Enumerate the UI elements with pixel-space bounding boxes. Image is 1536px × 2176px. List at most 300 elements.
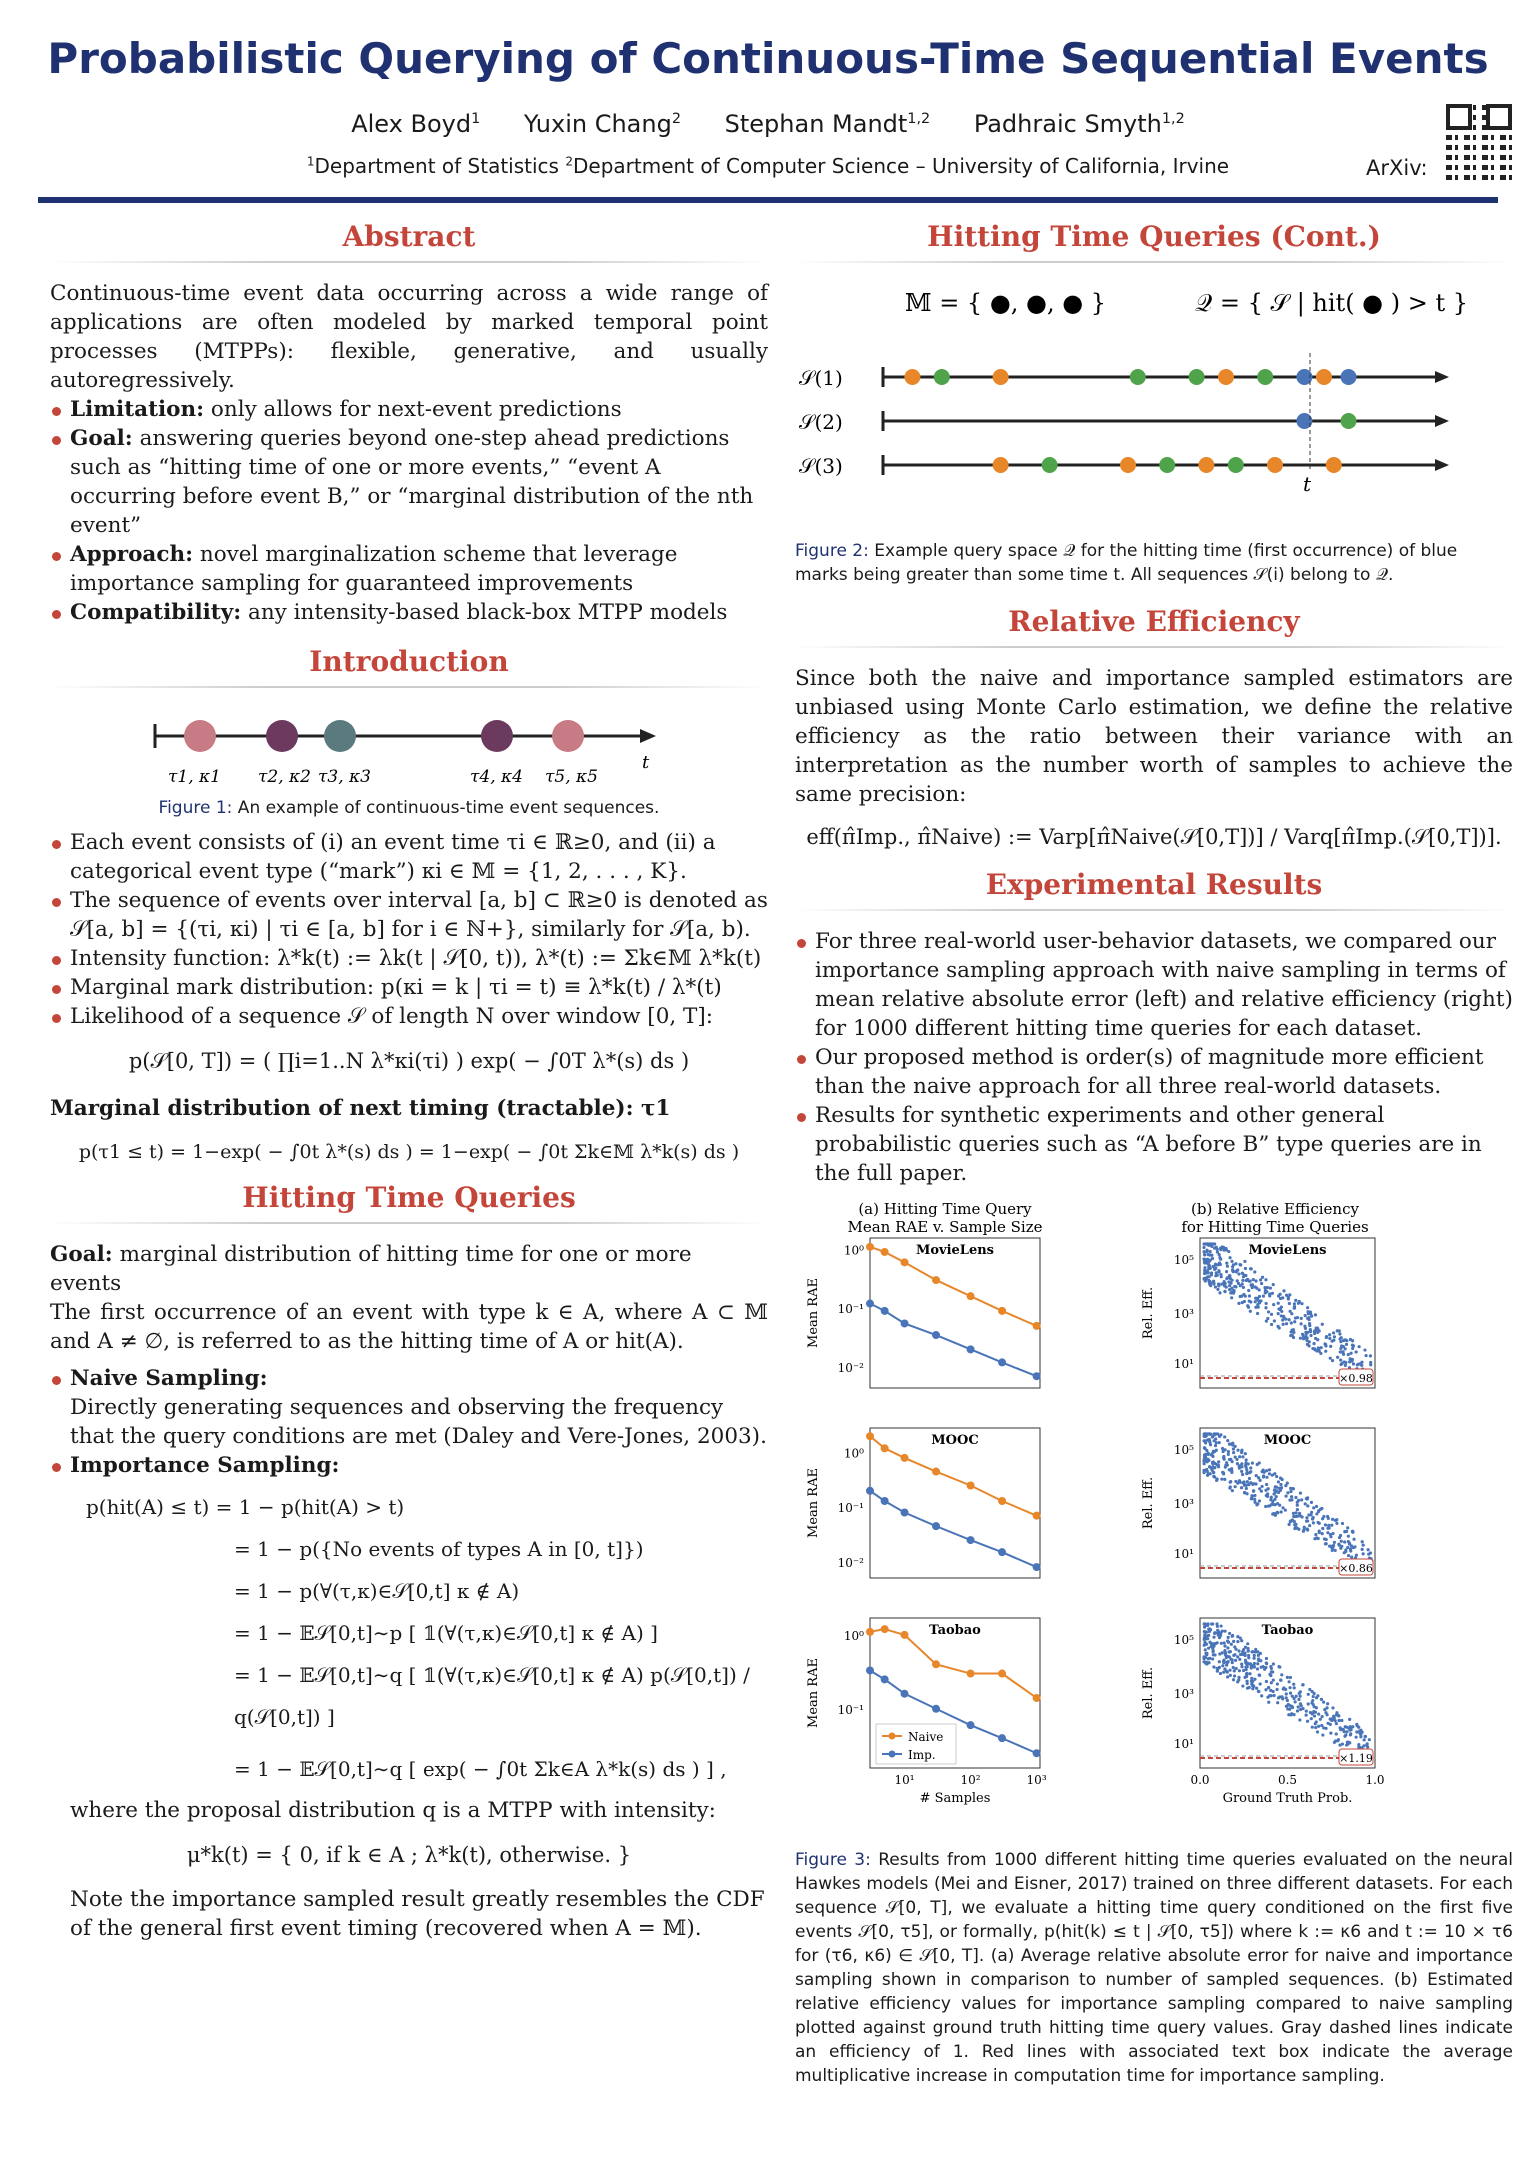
data-point <box>881 1444 889 1452</box>
data-point <box>998 1497 1006 1505</box>
scatter-point <box>1341 1522 1344 1525</box>
scatter-point <box>1252 1482 1255 1485</box>
scatter-point <box>1286 1676 1289 1679</box>
scatter-point <box>1251 1283 1254 1286</box>
scatter-point <box>1265 1302 1268 1305</box>
scatter-point <box>1305 1714 1308 1717</box>
panel-title: MovieLens <box>1248 1243 1327 1258</box>
scatter-point <box>1212 1653 1215 1656</box>
scatter-point <box>1228 1468 1231 1471</box>
experimental-results-section <box>795 868 1513 2088</box>
scatter-point <box>1300 1317 1303 1320</box>
scatter-point <box>1324 1523 1327 1526</box>
scatter-point <box>1203 1266 1206 1269</box>
relative-efficiency-heading: Relative Efficiency <box>795 605 1513 648</box>
scatter-point <box>1306 1306 1309 1309</box>
scatter-point <box>1245 1279 1248 1282</box>
scatter-point <box>1245 1468 1248 1471</box>
scatter-point <box>1363 1738 1366 1741</box>
abstract-list <box>50 395 768 627</box>
tick-label: 10⁻¹ <box>837 1302 864 1317</box>
scatter-point <box>1351 1339 1354 1342</box>
scatter-point <box>1212 1636 1215 1639</box>
scatter-point <box>1325 1538 1328 1541</box>
scatter-point <box>1332 1717 1335 1720</box>
scatter-point <box>1317 1348 1320 1351</box>
scatter-point <box>1227 1450 1230 1453</box>
scatter-point <box>1314 1726 1317 1729</box>
event-marker <box>1189 369 1205 385</box>
list-item: Approach: novel marginalization scheme that leverage importance sampling for guaranteed improvements <box>50 540 768 598</box>
scatter-point <box>1308 1324 1311 1327</box>
tick-label: 10⁰ <box>843 1243 864 1258</box>
scatter-point <box>1234 1445 1237 1448</box>
results-list <box>795 927 1513 1188</box>
scatter-point <box>1236 1680 1239 1683</box>
qr-code-icon[interactable] <box>1446 104 1512 180</box>
scatter-point <box>1308 1524 1311 1527</box>
scatter-point <box>1218 1270 1221 1273</box>
data-point <box>1033 1372 1041 1380</box>
scatter-point <box>1202 1250 1205 1253</box>
scatter-point <box>1213 1434 1216 1437</box>
scatter-point <box>1266 1696 1269 1699</box>
left-column <box>50 220 768 1961</box>
scatter-point <box>1232 1678 1235 1681</box>
scatter-point <box>1280 1310 1283 1313</box>
scatter-point <box>1350 1359 1353 1362</box>
scatter-point <box>1249 1280 1252 1283</box>
tick-label: 10⁻¹ <box>837 1702 864 1717</box>
scatter-point <box>1203 1253 1206 1256</box>
data-point <box>866 1487 874 1495</box>
scatter-point <box>1240 1451 1243 1454</box>
scatter-point <box>1366 1742 1369 1745</box>
scatter-point <box>1312 1506 1315 1509</box>
y-axis-label: Mean RAE <box>806 1278 821 1348</box>
scatter-point <box>1205 1449 1208 1452</box>
list-item: For three real-world user-behavior datasets, we compared our importance sampling approach with naive sampling in terms of mean relative absolute error (left) and relative efficiency (right) for 1000 different hitting time queries for each dataset. <box>795 927 1513 1043</box>
scatter-point <box>1214 1263 1217 1266</box>
arxiv-label: ArXiv: <box>1366 156 1428 180</box>
naive-description: Directly generating sequences and observing the frequency that the query conditions are met (Daley and Vere-Jones, 2003). <box>70 1395 767 1449</box>
scatter-point <box>1326 1702 1329 1705</box>
tick-label: 10³ <box>1173 1687 1194 1701</box>
scatter-point <box>1342 1339 1345 1342</box>
scatter-point <box>1333 1335 1336 1338</box>
data-point <box>1033 1749 1041 1757</box>
scatter-point <box>1271 1670 1274 1673</box>
scatter-point <box>1261 1665 1264 1668</box>
scatter-point <box>1285 1692 1288 1695</box>
scatter-point <box>1243 1676 1246 1679</box>
scatter-point <box>1311 1690 1314 1693</box>
scatter-point <box>1285 1322 1288 1325</box>
scatter-point <box>1229 1674 1232 1677</box>
event-marker <box>934 369 950 385</box>
scatter-point <box>1207 1661 1210 1664</box>
tick-label: 10⁵ <box>1173 1443 1194 1457</box>
scatter-point <box>1294 1523 1297 1526</box>
likelihood-equation: p(𝒮[0, T]) = ( ∏i=1..N λ*κi(τi) ) exp( − ∫0T λ*(s) ds ) <box>128 1049 690 1073</box>
scatter-point <box>1307 1702 1310 1705</box>
scatter-point <box>1314 1533 1317 1536</box>
event-marker <box>1341 369 1357 385</box>
scatter-point <box>1359 1729 1362 1732</box>
scatter-point <box>1328 1333 1331 1336</box>
scatter-point <box>1343 1735 1346 1738</box>
scatter-point <box>1218 1253 1221 1256</box>
scatter-point <box>1209 1267 1212 1270</box>
scatter-point <box>1279 1679 1282 1682</box>
scatter-point <box>1215 1271 1218 1274</box>
scatter-point <box>1355 1723 1358 1726</box>
scatter-point <box>1325 1542 1328 1545</box>
scatter-point <box>1234 1485 1237 1488</box>
scatter-point <box>1276 1511 1279 1514</box>
scatter-point <box>1264 1505 1267 1508</box>
scatter-point <box>1362 1543 1365 1546</box>
scatter-point <box>1203 1446 1206 1449</box>
legend-swatch-dot <box>889 1751 896 1758</box>
scatter-point <box>1340 1545 1343 1548</box>
data-point <box>866 1432 874 1440</box>
scatter-point <box>1265 1476 1268 1479</box>
scatter-point <box>1272 1303 1275 1306</box>
scatter-point <box>1210 1273 1213 1276</box>
scatter-point <box>1259 1682 1262 1685</box>
scatter-point <box>1290 1321 1293 1324</box>
scatter-point <box>1218 1441 1221 1444</box>
scatter-point <box>1255 1687 1258 1690</box>
sequence-arrow-icon <box>1435 459 1449 471</box>
scatter-point <box>1280 1673 1283 1676</box>
timeline-arrow-icon <box>640 729 656 743</box>
scatter-point <box>1290 1312 1293 1315</box>
scatter-point <box>1226 1439 1229 1442</box>
scatter-point <box>1331 1340 1334 1343</box>
scatter-point <box>1216 1625 1219 1628</box>
scatter-point <box>1259 1278 1262 1281</box>
scatter-point <box>1294 1299 1297 1302</box>
scatter-point <box>1242 1275 1245 1278</box>
data-point <box>932 1468 940 1476</box>
event-label: τ5, κ5 <box>545 767 598 787</box>
scatter-point <box>1369 1363 1372 1366</box>
scatter-point <box>1233 1285 1236 1288</box>
scatter-point <box>1208 1254 1211 1257</box>
data-point <box>932 1522 940 1530</box>
scatter-point <box>1319 1718 1322 1721</box>
scatter-point <box>1207 1627 1210 1630</box>
scatter-point <box>1223 1435 1226 1438</box>
scatter-point <box>1246 1687 1249 1690</box>
scatter-point <box>1221 1471 1224 1474</box>
scatter-point <box>1272 1283 1275 1286</box>
scatter-point <box>1298 1300 1301 1303</box>
scatter-point <box>1327 1524 1330 1527</box>
scatter-point <box>1281 1318 1284 1321</box>
scatter-point <box>1289 1487 1292 1490</box>
scatter-point <box>1277 1696 1280 1699</box>
data-point <box>881 1625 889 1633</box>
scatter-point <box>1338 1332 1341 1335</box>
scatter-point <box>1310 1701 1313 1704</box>
scatter-point <box>1293 1527 1296 1530</box>
results-figure <box>795 1198 1513 1848</box>
scatter-point <box>1337 1719 1340 1722</box>
event-marker <box>993 457 1009 473</box>
scatter-point <box>1288 1704 1291 1707</box>
scatter-point <box>1336 1356 1339 1359</box>
scatter-point <box>1282 1323 1285 1326</box>
scatter-point <box>1277 1307 1280 1310</box>
scatter-point <box>1246 1480 1249 1483</box>
author-list <box>0 110 1536 138</box>
event-label: τ1, κ1 <box>168 767 221 787</box>
scatter-point <box>1361 1540 1364 1543</box>
scatter-point <box>1212 1475 1215 1478</box>
data-point <box>901 1258 909 1266</box>
scatter-point <box>1277 1665 1280 1668</box>
scatter-point <box>1222 1661 1225 1664</box>
scatter-point <box>1233 1669 1236 1672</box>
scatter-point <box>1210 1642 1213 1645</box>
scatter-point <box>1285 1294 1288 1297</box>
panel-title: MovieLens <box>915 1243 995 1258</box>
scatter-point <box>1351 1530 1354 1533</box>
tick-label: 10⁵ <box>1173 1253 1194 1267</box>
scatter-point <box>1253 1498 1256 1501</box>
scatter-point <box>1315 1505 1318 1508</box>
scatter-point <box>1331 1706 1334 1709</box>
sequence-label: 𝒮(1) <box>799 366 843 390</box>
scatter-point <box>1244 1464 1247 1467</box>
panel-title: MOOC <box>1263 1433 1312 1448</box>
scatter-point <box>1260 1490 1263 1493</box>
scatter-point <box>1241 1653 1244 1656</box>
scatter-point <box>1223 1649 1226 1652</box>
scatter-point <box>1220 1275 1223 1278</box>
scatter-point <box>1248 1672 1251 1675</box>
chart-a-frame <box>870 1428 1040 1578</box>
scatter-point <box>1265 1657 1268 1660</box>
scatter-point <box>1245 1673 1248 1676</box>
scatter-point <box>1207 1263 1210 1266</box>
list-item: Results for synthetic experiments and other general probabilistic queries such as “A before B” type queries are in the full paper. <box>795 1101 1513 1188</box>
scatter-point <box>1343 1530 1346 1533</box>
scatter-point <box>1263 1668 1266 1671</box>
scatter-point <box>1268 1294 1271 1297</box>
scatter-point <box>1358 1731 1361 1734</box>
scatter-point <box>1233 1674 1236 1677</box>
scatter-point <box>1277 1480 1280 1483</box>
scatter-point <box>1218 1256 1221 1259</box>
scatter-point <box>1317 1537 1320 1540</box>
scatter-point <box>1240 1639 1243 1642</box>
scatter-point <box>1241 1301 1244 1304</box>
data-point <box>998 1358 1006 1366</box>
scatter-point <box>1228 1256 1231 1259</box>
scatter-point <box>1305 1710 1308 1713</box>
hitting-time-heading: Hitting Time Queries <box>50 1181 768 1224</box>
scatter-point <box>1273 1513 1276 1516</box>
scatter-point <box>1289 1334 1292 1337</box>
scatter-point <box>1290 1498 1293 1501</box>
event-sequence-figure <box>50 704 768 790</box>
scatter-point <box>1297 1705 1300 1708</box>
scatter-point <box>1234 1659 1237 1662</box>
scatter-point <box>1243 1260 1246 1263</box>
scatter-point <box>1299 1695 1302 1698</box>
scatter-point <box>1340 1540 1343 1543</box>
data-point <box>1033 1694 1041 1702</box>
scatter-point <box>1296 1501 1299 1504</box>
scatter-point <box>1206 1622 1209 1625</box>
scatter-point <box>1304 1502 1307 1505</box>
scatter-point <box>1344 1364 1347 1367</box>
importance-equations <box>50 1486 768 1790</box>
scatter-point <box>1275 1688 1278 1691</box>
scatter-point <box>1310 1717 1313 1720</box>
scatter-point <box>1306 1720 1309 1723</box>
scatter-point <box>1247 1656 1250 1659</box>
scatter-point <box>1313 1537 1316 1540</box>
scatter-point <box>1241 1684 1244 1687</box>
scatter-point <box>1334 1519 1337 1522</box>
scatter-point <box>1332 1331 1335 1334</box>
scatter-point <box>1273 1488 1276 1491</box>
scatter-point <box>1267 1504 1270 1507</box>
abstract-heading: Abstract <box>50 220 768 263</box>
scatter-point <box>1265 1319 1268 1322</box>
scatter-point <box>1314 1722 1317 1725</box>
scatter-point <box>1325 1713 1328 1716</box>
scatter-point <box>1257 1657 1260 1660</box>
scatter-point <box>1278 1504 1281 1507</box>
scatter-point <box>1292 1515 1295 1518</box>
scatter-point <box>1212 1665 1215 1668</box>
series-line <box>870 1247 1037 1326</box>
scatter-point <box>1226 1276 1229 1279</box>
scatter-point <box>1211 1622 1214 1625</box>
scatter-point <box>1215 1478 1218 1481</box>
introduction-section <box>50 645 768 1163</box>
query-set-label: 𝒬 = { 𝒮 | hit( ● ) > t } <box>1195 289 1469 317</box>
scatter-point <box>1250 1665 1253 1668</box>
scatter-point <box>1219 1248 1222 1251</box>
hitting-cont-section <box>795 220 1513 587</box>
equation-line: p(hit(A) ≤ t) = 1 − p(hit(A) > t) <box>86 1495 405 1519</box>
author: Alex Boyd$^1$ <box>351 110 481 138</box>
scatter-point <box>1275 1486 1278 1489</box>
scatter-point <box>1298 1692 1301 1695</box>
scatter-point <box>1284 1688 1287 1691</box>
scatter-point <box>1226 1265 1229 1268</box>
scatter-point <box>1352 1546 1355 1549</box>
scatter-point <box>1299 1491 1302 1494</box>
scatter-point <box>1350 1725 1353 1728</box>
scatter-point <box>1322 1701 1325 1704</box>
tick-label: 10⁻² <box>837 1555 864 1570</box>
scatter-point <box>1288 1708 1291 1711</box>
scatter-point <box>1244 1295 1247 1298</box>
tick-label: 10⁻¹ <box>837 1501 864 1516</box>
scatter-point <box>1270 1667 1273 1670</box>
scatter-point <box>1298 1718 1301 1721</box>
scatter-point <box>1252 1685 1255 1688</box>
scatter-point <box>1289 1692 1292 1695</box>
scatter-point <box>1237 1649 1240 1652</box>
scatter-point <box>1203 1626 1206 1629</box>
scatter-point <box>1316 1730 1319 1733</box>
sequence-arrow-icon <box>1435 371 1449 383</box>
scatter-point <box>1242 1481 1245 1484</box>
scatter-point <box>1329 1345 1332 1348</box>
scatter-point <box>1292 1512 1295 1515</box>
event-marker <box>904 369 920 385</box>
scatter-point <box>1335 1732 1338 1735</box>
scatter-point <box>1245 1662 1248 1665</box>
event-marker <box>1218 369 1234 385</box>
scatter-point <box>1360 1364 1363 1367</box>
data-point <box>998 1307 1006 1315</box>
data-point <box>967 1670 975 1678</box>
scatter-point <box>1284 1318 1287 1321</box>
scatter-point <box>1214 1444 1217 1447</box>
scatter-point <box>1317 1510 1320 1513</box>
scatter-point <box>1217 1282 1220 1285</box>
list-item: Each event consists of (i) an event time τi ∈ ℝ≥0, and (ii) a categorical event type (“mark”) κi ∈ 𝕄 = {1, 2, . . . , K}. <box>50 828 768 886</box>
scatter-point <box>1221 1447 1224 1450</box>
scatter-point <box>1211 1465 1214 1468</box>
scatter-point <box>1271 1292 1274 1295</box>
event-marker <box>1228 457 1244 473</box>
scatter-point <box>1270 1323 1273 1326</box>
scatter-point <box>1203 1630 1206 1633</box>
scatter-point <box>1204 1456 1207 1459</box>
scatter-point <box>1321 1517 1324 1520</box>
scatter-point <box>1333 1741 1336 1744</box>
scatter-point <box>1249 1267 1252 1270</box>
scatter-point <box>1207 1657 1210 1660</box>
scatter-point <box>1265 1483 1268 1486</box>
scatter-point <box>1272 1492 1275 1495</box>
scatter-point <box>1269 1498 1272 1501</box>
chart-b-frame <box>1200 1238 1375 1388</box>
scatter-point <box>1312 1521 1315 1524</box>
scatter-point <box>1272 1694 1275 1697</box>
scatter-point <box>1299 1702 1302 1705</box>
scatter-point <box>1313 1330 1316 1333</box>
scatter-point <box>1293 1686 1296 1689</box>
scatter-point <box>1268 1472 1271 1475</box>
scatter-point <box>1324 1343 1327 1346</box>
scatter-point <box>1297 1528 1300 1531</box>
scatter-point <box>1237 1302 1240 1305</box>
scatter-point <box>1232 1289 1235 1292</box>
scatter-point <box>1254 1306 1257 1309</box>
scatter-point <box>1210 1242 1213 1245</box>
scatter-point <box>1231 1460 1234 1463</box>
scatter-point <box>1204 1656 1207 1659</box>
scatter-point <box>1359 1735 1362 1738</box>
scatter-point <box>1230 1279 1233 1282</box>
scatter-point <box>1303 1325 1306 1328</box>
scatter-point <box>1326 1515 1329 1518</box>
scatter-point <box>1212 1280 1215 1283</box>
scatter-point <box>1245 1458 1248 1461</box>
